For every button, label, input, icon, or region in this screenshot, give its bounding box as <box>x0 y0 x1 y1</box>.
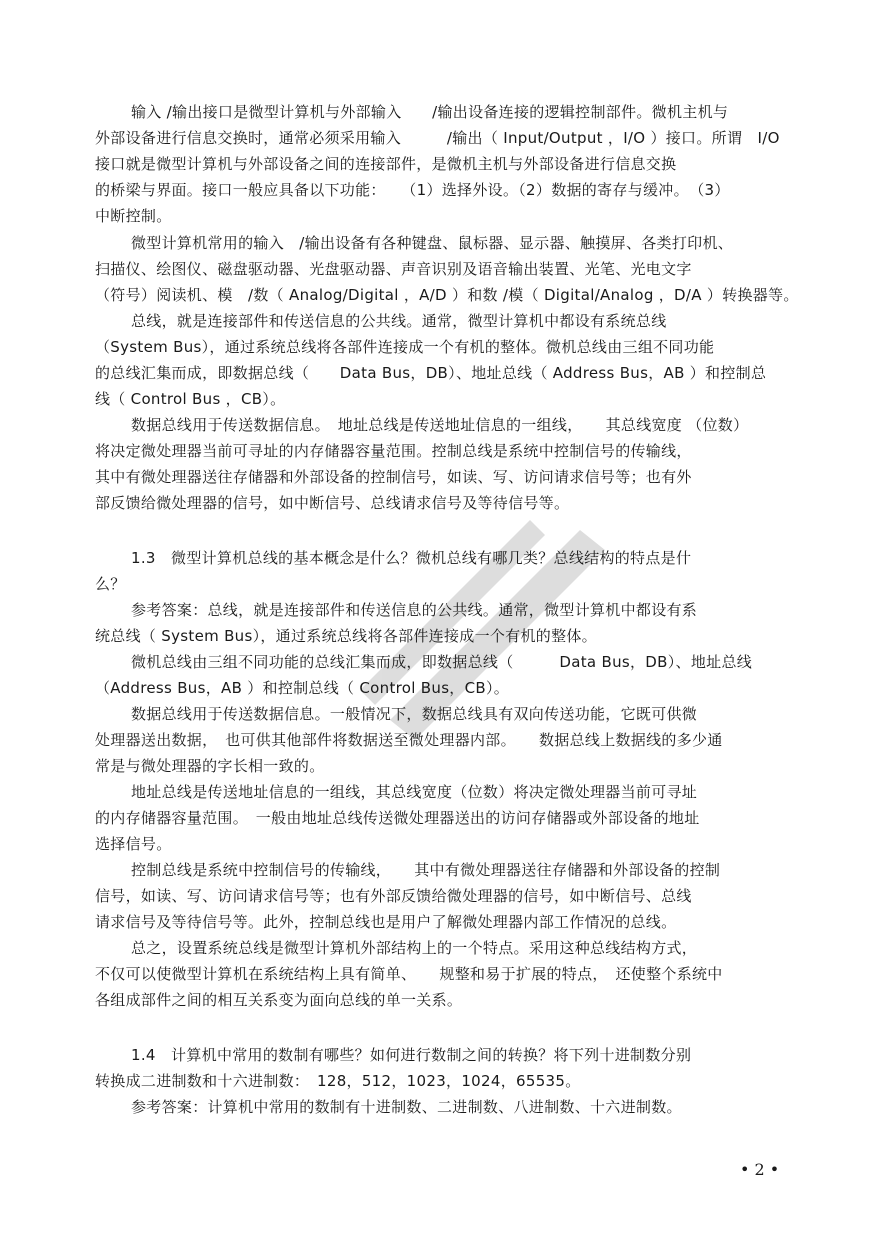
paragraph-line: 扫描仪、绘图仪、磁盘驱动器、光盘驱动器、声音识别及语音输出装置、光笔、光电文字 <box>95 260 692 278</box>
paragraph-line: 部反馈给微处理器的信号，如中断信号、总线请求信号及等待信号等。 <box>95 494 570 512</box>
question-heading: 1.3 微型计算机总线的基本概念是什么？微机总线有哪几类？总线结构的特点是什 <box>131 549 692 567</box>
paragraph-line: 微机总线由三组不同功能的总线汇集而成，即数据总线（ Data Bus，DB）、地址总线 <box>131 653 753 671</box>
paragraph-line: 微型计算机常用的输入 /输出设备有各种键盘、鼠标器、显示器、触摸屏、各类打印机、 <box>131 234 734 252</box>
paragraph-line: 中断控制。 <box>95 207 172 225</box>
page-number: • 2 • <box>740 1160 780 1179</box>
paragraph-line: （Address Bus，AB ）和控制总线（ Control Bus，CB）。 <box>95 679 510 697</box>
paragraph-line: 线（ Control Bus ，CB）。 <box>95 390 286 408</box>
paragraph-line: 选择信号。 <box>95 835 172 853</box>
paragraph-line: 不仅可以使微型计算机在系统结构上具有简单、 规整和易于扩展的特点， 还使整个系统中 <box>95 965 723 983</box>
paragraph-line: 处理器送出数据， 也可供其他部件将数据送至微处理器内部。 数据总线上数据线的多少通 <box>95 731 723 749</box>
paragraph-line: （System Bus），通过系统总线将各部件连接成一个有机的整体。微机总线由三组不同功能 <box>95 338 715 356</box>
paragraph-line: 的内存储器容量范围。 一般由地址总线传送微处理器送出的访问存储器或外部设备的地址 <box>95 809 700 827</box>
paragraph-line: 输入 /输出接口是微型计算机与外部输入 /输出设备连接的逻辑控制部件。微机主机与 <box>131 103 729 121</box>
paragraph-line: 统总线（ System Bus），通过系统总线将各部件连接成一个有机的整体。 <box>95 627 597 645</box>
paragraph-line: 控制总线是系统中控制信号的传输线， 其中有微处理器送往存储器和外部设备的控制 <box>131 861 721 879</box>
paragraph-line: 外部设备进行信息交换时，通常必须采用输入 /输出（ Input/Output ，I/O ）接口。所谓 I/O <box>95 129 780 147</box>
paragraph-line: 常是与微处理器的字长相一致的。 <box>95 757 325 775</box>
paragraph-line: 地址总线是传送地址信息的一组线，其总线宽度（位数）将决定微处理器当前可寻址 <box>131 783 698 801</box>
paragraph-line: 的总线汇集而成，即数据总线（ Data Bus，DB）、地址总线（ Address Bus，AB ）和控制总 <box>95 364 767 382</box>
paragraph-line: 数据总线用于传送数据信息。 地址总线是传送地址信息的一组线， 其总线宽度 （位数） <box>131 416 749 434</box>
paragraph-line: 参考答案：总线，就是连接部件和传送信息的公共线。通常，微型计算机中都设有系 <box>131 601 698 619</box>
question-heading: 1.4 计算机中常用的数制有哪些？如何进行数制之间的转换？将下列十进制数分别 <box>131 1046 692 1064</box>
paragraph-line: 参考答案：计算机中常用的数制有十进制数、二进制数、八进制数、十六进制数。 <box>131 1098 682 1116</box>
question-heading: 转换成二进制数和十六进制数： 128，512，1023，1024，65535。 <box>95 1072 581 1090</box>
paragraph-line: 请求信号及等待信号等。此外，控制总线也是用户了解微处理器内部工作情况的总线。 <box>95 913 677 931</box>
question-heading: 么？ <box>95 575 126 593</box>
paragraph-line: （符号）阅读机、模 /数（ Analog/Digital ，A/D ）和数 /模（ Digital/Analog ，D/A ）转换器等。 <box>95 286 799 304</box>
paragraph-line: 其中有微处理器送往存储器和外部设备的控制信号，如读、写、访问请求信号等；也有外 <box>95 468 692 486</box>
paragraph-line: 数据总线用于传送数据信息。一般情况下，数据总线具有双向传送功能，它既可供微 <box>131 705 698 723</box>
paragraph-line: 接口就是微型计算机与外部设备之间的连接部件，是微机主机与外部设备进行信息交换 <box>95 155 677 173</box>
paragraph-line: 信号，如读、写、访问请求信号等；也有外部反馈给微处理器的信号，如中断信号、总线 <box>95 887 692 905</box>
paragraph-line: 总线，就是连接部件和传送信息的公共线。通常，微型计算机中都设有系统总线 <box>131 312 667 330</box>
paragraph-line: 的桥梁与界面。接口一般应具备以下功能： （1）选择外设。（2）数据的寄存与缓冲。 （3） <box>95 181 730 199</box>
paragraph-line: 总之，设置系统总线是微型计算机外部结构上的一个特点。采用这种总线结构方式， <box>131 939 698 957</box>
paragraph-line: 各组成部件之间的相互关系变为面向总线的单一关系。 <box>95 991 463 1009</box>
paragraph-line: 将决定微处理器当前可寻址的内存储器容量范围。控制总线是系统中控制信号的传输线， <box>95 442 692 460</box>
